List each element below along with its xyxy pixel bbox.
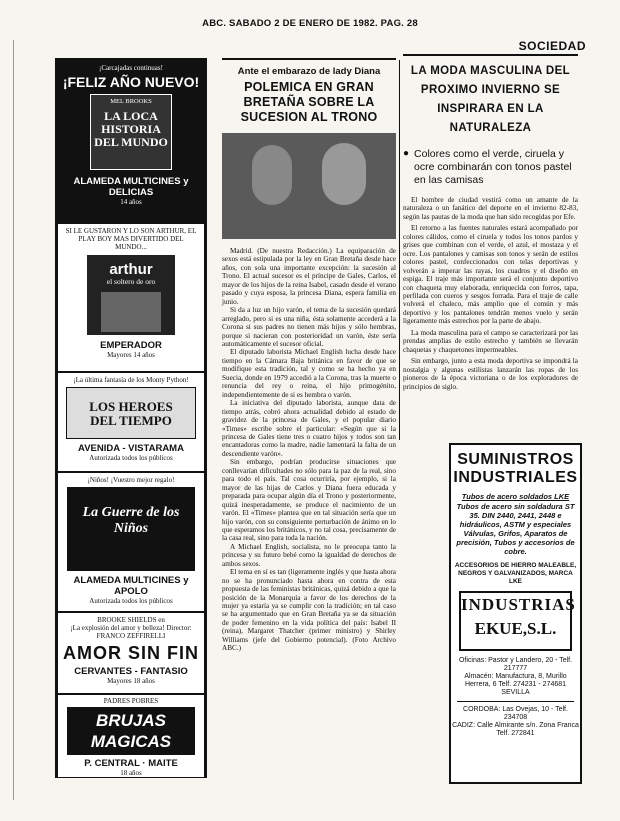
photo-face-right bbox=[322, 143, 366, 205]
article1-paragraph: El diputado laborista Michael English lucha desde hace tiempo en la Cámara Baja británica en favor de que se modifique esta tradición, tal y como se ha hecho ya en Suecia, donde en 1979 accedió a la Corona, tras la muerte o renuncia del rey o reina, el hijo primogénito, independientemente de si es hembra o varón. bbox=[222, 348, 396, 399]
sum-title: SUMINISTROS INDUSTRIALES bbox=[453, 451, 578, 486]
ad2-intro: SI LE GUSTARON Y LO SON ARTHUR, EL PLAY BOY MAS DIVERTIDO DEL MUNDO... bbox=[65, 227, 197, 251]
ad6-rating: 18 años bbox=[120, 769, 142, 777]
ad1-cinema: ALAMEDA MULTICINES y DELICIAS bbox=[73, 176, 189, 198]
photo-face-left bbox=[252, 145, 292, 205]
article1-paragraph: A Michael English, socialista, no le preocupa tanto la princesa y su futuro bebé como la igualdad de derechos de ambos sexos. bbox=[222, 542, 396, 568]
sum-logo bbox=[459, 591, 576, 651]
article2-paragraph: El hombre de ciudad vestirá como un amante de la naturaleza o un fanático del deporte en el invierno 82-83, según las pautas de la moda que han sido recogidas por Efe. bbox=[403, 196, 578, 221]
ad2-cinema: EMPERADOR bbox=[100, 340, 162, 351]
ad3-poster bbox=[66, 387, 196, 439]
ad-loca-historia bbox=[58, 61, 204, 224]
ad6-title-line1: BRUJAS bbox=[96, 711, 166, 730]
ad4-cinema: ALAMEDA MULTICINES y APOLO bbox=[73, 575, 189, 597]
article1-kicker: Ante el embarazo de lady Diana bbox=[237, 66, 381, 77]
ad2-photo bbox=[101, 292, 161, 332]
sum-address3: CORDOBA: Las Ovejas, 10 - Telf. 234708 bbox=[463, 706, 568, 721]
ad4-intro: ¡Niños! ¡Vuestro mejor regalo! bbox=[87, 476, 175, 484]
article2-paragraph: El retorno a las fuentes naturales estará acompañado por colores cálidos, como el ciruela y todos los tonos pardos y grises que combinan con el verde, el azul, el mostaza y el ocre. Los pantalones y camisas son tonos y serán de estilos colores pastel, confeccionados con telas deportivas y volverán a imperar las rayas, los cuadros y el diseño en espiga. El traje más importante será el conjunto deportivo con chaqueta muy elaborada, enriquecida con forros, tapa, perfilada con cueros y sesgos forrada. Para el traje de calle volverá el chaleco, más amplio que el común y más deportivo y los pantalones tendrán menos vuelo y serán ligeramente más estrechos por la parte de abajo. bbox=[403, 224, 578, 326]
article2-headline: LA MODA MASCULINA DEL PROXIMO INVIERNO SE INSPIRARA EN LA NATURALEZA bbox=[410, 65, 571, 134]
sum-line1: Tubos de acero soldados LKE bbox=[461, 492, 570, 501]
cinema-ads-column bbox=[55, 58, 207, 778]
article1-paragraph: Madrid. (De nuestra Redacción.) La equiparación de sexos está estipulada por la ley en Gran Bretaña desde hace años, con sola una importante excepción: la sucesión al Trono. El actual sucesor es el príncipe de Gales, Carlos, el mayor de los hijos de la reina Isabel, casado desde el verano pasado y cuya esposa, la princesa Diana, espera familia en junio. bbox=[222, 247, 396, 306]
page-edge-rule bbox=[13, 40, 14, 800]
ad-suministros-industriales bbox=[449, 443, 582, 784]
article2-paragraph: Sin embargo, junto a esta moda deportiva se impondrá la nostalgia y algunas estilistas lanzarán las ropas de los pioneros de la época victoriana o de los exploradores de principios de siglo. bbox=[403, 357, 578, 391]
sum-address1: Oficinas: Pastor y Landero, 20 - Telf. 217777 bbox=[458, 657, 573, 672]
ad5-cinema: CERVANTES - FANTASIO bbox=[74, 666, 188, 677]
ad4-film-title: La Guerre de los Niños bbox=[82, 505, 180, 536]
article1-photo bbox=[222, 133, 396, 239]
ad3-cinema: AVENIDA - VISTARAMA bbox=[78, 443, 184, 454]
column-divider bbox=[399, 60, 400, 440]
ad-heroes-tiempo bbox=[58, 371, 204, 473]
sum-line3: ACCESORIOS DE HIERRO MALEABLE, NEGROS Y GALVANIZADOS, MARCA LKE bbox=[454, 562, 577, 585]
ad-amor-sin-fin bbox=[58, 611, 204, 695]
ad6-title-line2: MAGICAS bbox=[90, 732, 172, 751]
ad6-poster bbox=[67, 707, 195, 755]
ad1-director: MEL BROOKS bbox=[110, 98, 152, 105]
article2-subhead-row bbox=[403, 148, 578, 187]
ad5-rating: Mayores 18 años bbox=[107, 677, 155, 685]
ad6-cinema: P. CENTRAL · MAITE bbox=[84, 758, 178, 769]
section-rule bbox=[403, 54, 578, 56]
ad3-title-line2: DEL TIEMPO bbox=[90, 413, 172, 428]
ad2-poster bbox=[87, 255, 175, 335]
article1-paragraph: Si da a luz un hijo varón, el tema de la sucesión quedará arreglado, pero si es una niña, ésta solamente accederá a la Corona si sus padres no tienen más hijos y sólo hembras, porque si nacieran con posterioridad un varón, éste sería automáticamente el sucesor oficial. bbox=[222, 306, 396, 348]
ad5-description: ¡La explosión del amor y belleza! Director: FRANCO ZEFFIRELLI bbox=[70, 624, 192, 640]
ad6-intro: PADRES POBRES bbox=[103, 697, 159, 705]
article-moda-masculina bbox=[403, 62, 578, 391]
sum-line2: Tubos de acero sin soldadura ST 35. DIN 2440, 2441, 2448 e hidráulicos, ASTM y especiales Válvulas, Grifos, Aparatos de precisión, Tubos y accesorios de cobre. bbox=[456, 502, 575, 556]
ad5-star: BROOKE SHIELDS en bbox=[97, 616, 165, 624]
article1-headline: POLEMICA EN GRAN BRETAÑA SOBRE LA SUCESION AL TRONO bbox=[240, 80, 378, 124]
ad4-poster bbox=[67, 487, 195, 571]
ad3-rating: Autorizada todos los públicos bbox=[89, 454, 173, 462]
article1-top-rule bbox=[222, 58, 396, 60]
ad3-title-line1: LOS HEROES bbox=[89, 399, 173, 414]
article1-paragraph: La iniciativa del diputado laborista, aunque data de tiempo atrás, cobró ahora actualidad debido al estado de gravidez de la princesa de Gales, y el popular diario «Times» escribe sobre el particular: «Según que si la princesa de Gales tiene tres o cuatro hijos y todos son tan encantadoras como la madre, nadie lamentará la falta de un descendiente varón». bbox=[222, 399, 396, 458]
article1-paragraph: El tema en sí es tan (ligeramente inglés y que hasta ahora no se ha pronunciado hasta ahora en contra de esta propuesta de las feministas británicas, quizá debido a que la posición de la Monarquía a favor de los derechos de la mujer ya estaría ya se cumplir con la tradición; en tal caso se ha argumentado que en Gran Bretaña ya se da situación de poder femenino en la vida política del país: Isabel II (reina), Margaret Thatcher (primer ministro) y Shirley Williams (jefe del Gobierno potencial). (Foto Archivo ABC.) bbox=[222, 568, 396, 653]
bullet-icon: ● bbox=[403, 148, 410, 159]
ad-brujas-magicas bbox=[58, 693, 204, 777]
page-header: ABC. SABADO 2 DE ENERO DE 1982. PAG. 28 bbox=[202, 18, 418, 29]
article-lady-diana bbox=[222, 66, 396, 653]
ad2-film-subtitle: el soltero de oro bbox=[106, 277, 156, 286]
ad2-rating: Mayores 14 años bbox=[107, 351, 155, 359]
ad5-film-title: AMOR SIN FIN bbox=[63, 643, 199, 663]
ad1-rating: 14 años bbox=[120, 198, 142, 206]
ad1-title: ¡FELIZ AÑO NUEVO! bbox=[62, 74, 200, 90]
sum-logo-line2: EKUE,S.L. bbox=[474, 619, 557, 638]
ad-arthur bbox=[58, 224, 204, 371]
ad2-film-title: arthur bbox=[109, 261, 153, 278]
ad4-rating: Autorizada todos los públicos bbox=[89, 597, 173, 605]
section-title: SOCIEDAD bbox=[518, 39, 586, 53]
sum-divider bbox=[457, 701, 574, 702]
article2-body bbox=[403, 196, 578, 391]
ad-guerra-ninos bbox=[58, 471, 204, 613]
sum-logo-line1: INDUSTRIAS bbox=[461, 595, 576, 614]
article1-paragraph: Sin embargo, podrían producirse situaciones que conllevarían dificultades no sólo para la paz de la real, sino para todo el país. Tal cosa ocurriría, por ejemplo, si la mayor de las hijas de Carlos y Diana fuera educada y preparada para ocupar algún día el Trono y posteriormente, quizá inesperadamente, se produce el nacimiento de un varón. El «Times» plantea que en tal situación sería que un hijo varón, con su consiguiente perturbación de ánimo en lo que esperamos los británicos, y no tal cosa, precisamente de la casa real, sino para toda la nación. bbox=[222, 458, 396, 543]
sum-address2: Almacén: Manufactura, 8, Murillo Herrera, 6 Telf. 274231 - 274681 SEVILLA bbox=[464, 673, 567, 696]
ad3-intro: ¡La última fantasía de los Monty Python! bbox=[73, 376, 189, 384]
ad1-poster bbox=[90, 94, 172, 170]
article1-body bbox=[222, 247, 396, 653]
ad1-film-title: LA LOCA HISTORIA DEL MUNDO bbox=[94, 109, 168, 149]
article2-paragraph: La moda masculina para el campo se caracterizará por las prendas amplias de estilo estrecho y también se llevarán chaquetas y chaquetones impermeables. bbox=[403, 328, 578, 354]
ad1-tagline: ¡Carcajadas continuas! bbox=[99, 64, 163, 72]
sum-address4: CADIZ: Calle Almirante s/n. Zona Franca Telf. 272841 bbox=[452, 722, 579, 737]
article2-subhead: Colores como el verde, ciruela y ocre combinarán con tonos pastel en las camisas bbox=[414, 148, 572, 186]
